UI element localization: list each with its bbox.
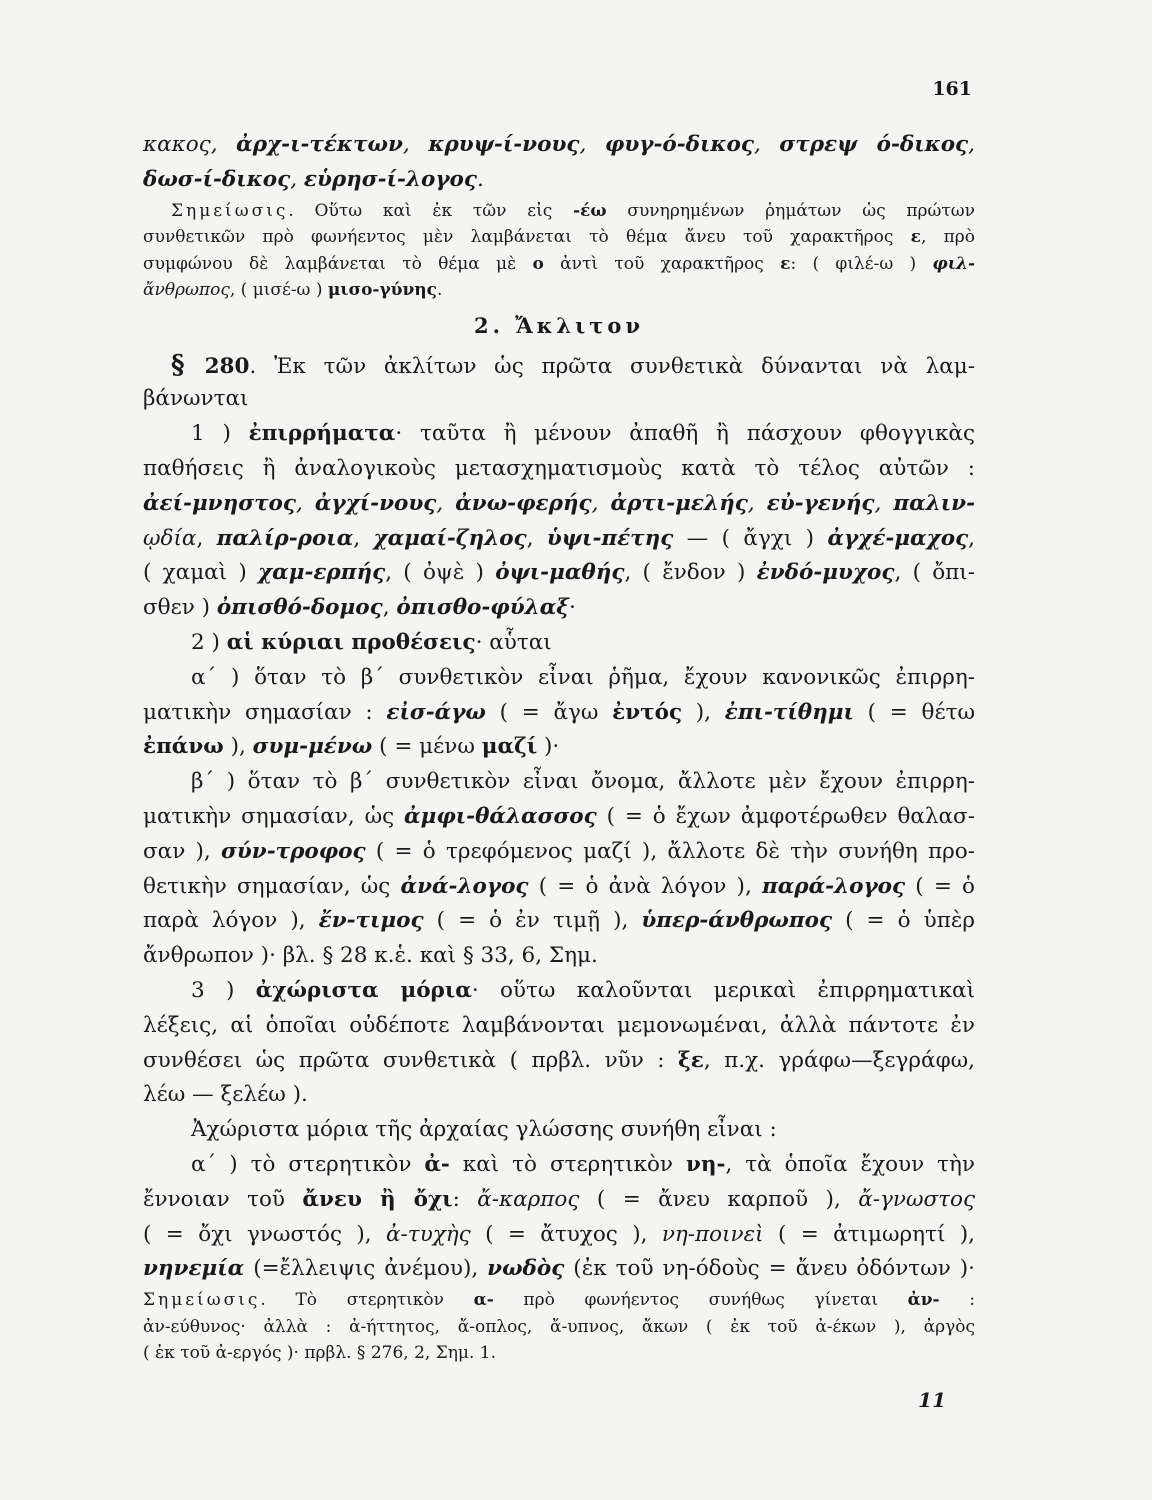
text-line: θετικὴν σημασίαν, ὡς ἀνά-λογος ( = ὁ ἀνὰ λόγον ), παρά-λογος ( = ὁ <box>143 873 976 899</box>
note-block <box>143 198 975 304</box>
text-line: 1 ) ἐπιρρήματα· ταῦτα ἢ μένουν ἀπαθῆ ἢ πάσχουν φθογγικὰς <box>191 421 975 447</box>
text-line: 2 ) αἱ κύριαι προθέσεις· αὗται <box>191 629 552 655</box>
text-line: παρὰ λόγον ), ἔν-τιμος ( = ὁ ἐν τιμῇ ), ὑπερ-άνθρωπος ( = ὁ ὑπὲρ <box>143 908 976 934</box>
text-line: λέω — ξελέω ). <box>143 1082 308 1108</box>
text-line: σθεν ) ὀπισθό-δομος, ὀπισθο-φύλαξ· <box>143 595 576 621</box>
text-line: ( ἐκ τοῦ ἀ-εργός )· πρβλ. § 276, 2, Σημ. 1. <box>143 1343 496 1364</box>
section-heading: 2. Ἄκλιτον <box>473 312 645 338</box>
text-line: βάνωνται <box>143 386 249 412</box>
text-line: ματικὴν σημασίαν : εἰσ-άγω ( = ἄγω ἐντός ), ἐπι-τίθημι ( = θέτω <box>143 699 976 725</box>
text-line: ἀεί-μνηστος, ἀγχί-νους, ἀνω-φερής, ἀρτι-μελής, εὐ-γενής, παλιν- <box>143 490 976 516</box>
text-line: ἄνθρωπον )· βλ. § 28 κ.ἑ. καὶ § 33, 6, Σημ. <box>143 943 598 969</box>
text-line: α΄ ) ὅταν τὸ β΄ συνθετικὸν εἶναι ῥῆμα, ἔχουν κανονικῶς ἐπιρρη- <box>191 664 975 690</box>
page-body <box>143 128 975 1367</box>
text-line: σαν ), σύν-τροφος ( = ὁ τρεφόμενος μαζί ), ἄλλοτε δὲ τὴν συνήθη προ- <box>143 838 976 864</box>
text-line: β΄ ) ὅταν τὸ β΄ συνθετικὸν εἶναι ὄνομα, ἄλλοτε μὲν ἔχουν ἐπιρρη- <box>191 769 975 795</box>
text-line: ἀν-εύθυνος· ἀλλὰ : ἀ-ήττητος, ἄ-οπλος, ἄ-υπνος, ἄκων ( ἐκ τοῦ ἀ-έκων ), ἀργὸς <box>143 1316 975 1337</box>
text-line: Σημείωσις. Τὸ στερητικὸν α- πρὸ φωνήεντος συνήθως γίνεται ἀν- : <box>143 1290 975 1311</box>
note-block <box>143 1287 975 1367</box>
text-line: Σημείωσις. Οὕτω καὶ ἐκ τῶν εἰς -έω συνηρημένων ῥημάτων ὡς πρώτων <box>171 200 976 221</box>
text-line: § 280. Ἐκ τῶν ἀκλίτων ὡς πρῶτα συνθετικὰ δύνανται νὰ λαμ- <box>171 349 975 380</box>
text-line: παθήσεις ἢ ἀναλογικοὺς μετασχηματισμοὺς κατὰ τὸ τέλος αὐτῶν : <box>143 455 975 481</box>
text-line: συνθετικῶν πρὸ φωνήεντος μὲν λαμβάνεται τὸ θέμα ἄνευ τοῦ χαρακτῆρος ε, πρὸ <box>143 227 975 248</box>
text-line: νηνεμία (=ἔλλειψις ἀνέμου), νωδὸς (ἐκ τοῦ νη-όδοὺς = ἄνευ ὀδόντων )· <box>143 1256 975 1282</box>
text-line: λέξεις, αἱ ὁποῖαι οὐδέποτε λαμβάνονται μεμονωμέναι, ἀλλὰ πάντοτε ἐν <box>143 1012 975 1038</box>
signature-mark: 11 <box>918 1388 946 1412</box>
text-line: ( χαμαὶ ) χαμ-ερπής, ( ὀψὲ ) ὀψι-μαθής, ( ἔνδον ) ἐνδό-μυχος, ( ὄπι- <box>143 560 975 586</box>
text-line: ἄνθρωπος, ( μισέ-ω ) μισο-γύνης. <box>143 280 443 301</box>
page-number: 161 <box>932 78 972 100</box>
text-line: ἐπάνω ), συμ-μένω ( = μένω μαζί )· <box>143 734 560 760</box>
text-line: α΄ ) τὸ στερητικὸν ἀ- καὶ τὸ στερητικὸν νη-, τὰ ὁποῖα ἔχουν τὴν <box>191 1151 975 1177</box>
text-line: 3 ) ἀχώριστα μόρια· οὕτω καλοῦνται μερικαὶ ἐπιρρηματικαὶ <box>191 977 975 1003</box>
text-line: ματικὴν σημασίαν, ὡς ἀμφι-θάλασσος ( = ὁ ἔχων ἀμφοτέρωθεν θαλασ- <box>143 803 975 829</box>
text-line: συνθέσει ὡς πρῶτα συνθετικὰ ( πρβλ. νῦν : ξε, π.χ. γράφω—ξεγράφω, <box>143 1047 975 1073</box>
text-line: δωσ-ί-δικος, εὑρησ-ί-λογος. <box>143 166 484 192</box>
text-line: Ἀχώριστα μόρια τῆς ἀρχαίας γλώσσης συνήθη εἶναι : <box>191 1117 777 1143</box>
text-line: ( = ὄχι γνωστός ), ἀ-τυχὴς ( = ἄτυχος ), νη-ποινεὶ ( = ἀτιμωρητί ), <box>143 1221 975 1247</box>
text-line: ἔννοιαν τοῦ ἄνευ ἢ ὄχι: ἄ-καρπος ( = ἄνευ καρποῦ ), ἄ-γνωστος <box>143 1186 976 1212</box>
text-line: κακος, ἀρχ-ι-τέκτων, κρυψ-ί-νους, φυγ-ό-δικος, στρεψ ό-δικος, <box>143 132 975 157</box>
text-line: ῳδία, παλίρ-ροια, χαμαί-ζηλος, ὑψι-πέτης — ( ἄγχι ) ἀγχέ-μαχος, <box>143 525 976 551</box>
text-line: συμφώνου δὲ λαμβάνεται τὸ θέμα μὲ ο ἀντὶ τοῦ χαρακτῆρος ε: ( φιλέ-ω ) φιλ- <box>143 253 976 274</box>
